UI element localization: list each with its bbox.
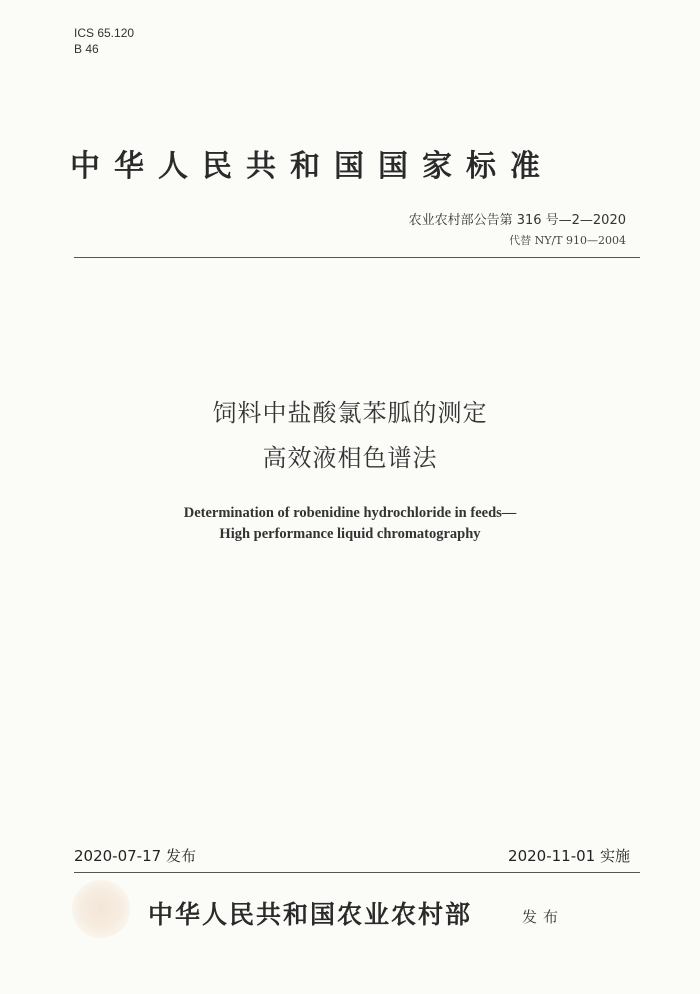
standard-title: 中华人民共和国国家标准 xyxy=(70,149,554,184)
ics-code: ICS 65.120 xyxy=(74,26,135,40)
publish-label: 发布 xyxy=(522,908,565,926)
publisher-name: 中华人民共和国农业农村部 xyxy=(148,900,473,929)
implementation-date: 2020-11-01 实施 xyxy=(508,847,630,865)
replaces-standard: 代替 NY/T 910—2004 xyxy=(509,234,626,247)
top-divider xyxy=(74,257,640,258)
chinese-title-line-2: 高效液相色谱法 xyxy=(262,444,438,472)
english-title-line-1: Determination of robenidine hydrochloride in feeds— xyxy=(183,505,517,521)
classification-code: B 46 xyxy=(74,42,99,56)
issue-date: 2020-07-17 发布 xyxy=(74,847,196,865)
chinese-title-line-1: 饲料中盐酸氯苯胍的测定 xyxy=(212,399,488,427)
seal-emblem xyxy=(72,880,130,938)
english-title-line-2: High performance liquid chromatography xyxy=(219,526,481,542)
bottom-divider xyxy=(74,872,640,873)
standard-number: 农业农村部公告第 316 号—2—2020 xyxy=(408,213,626,228)
